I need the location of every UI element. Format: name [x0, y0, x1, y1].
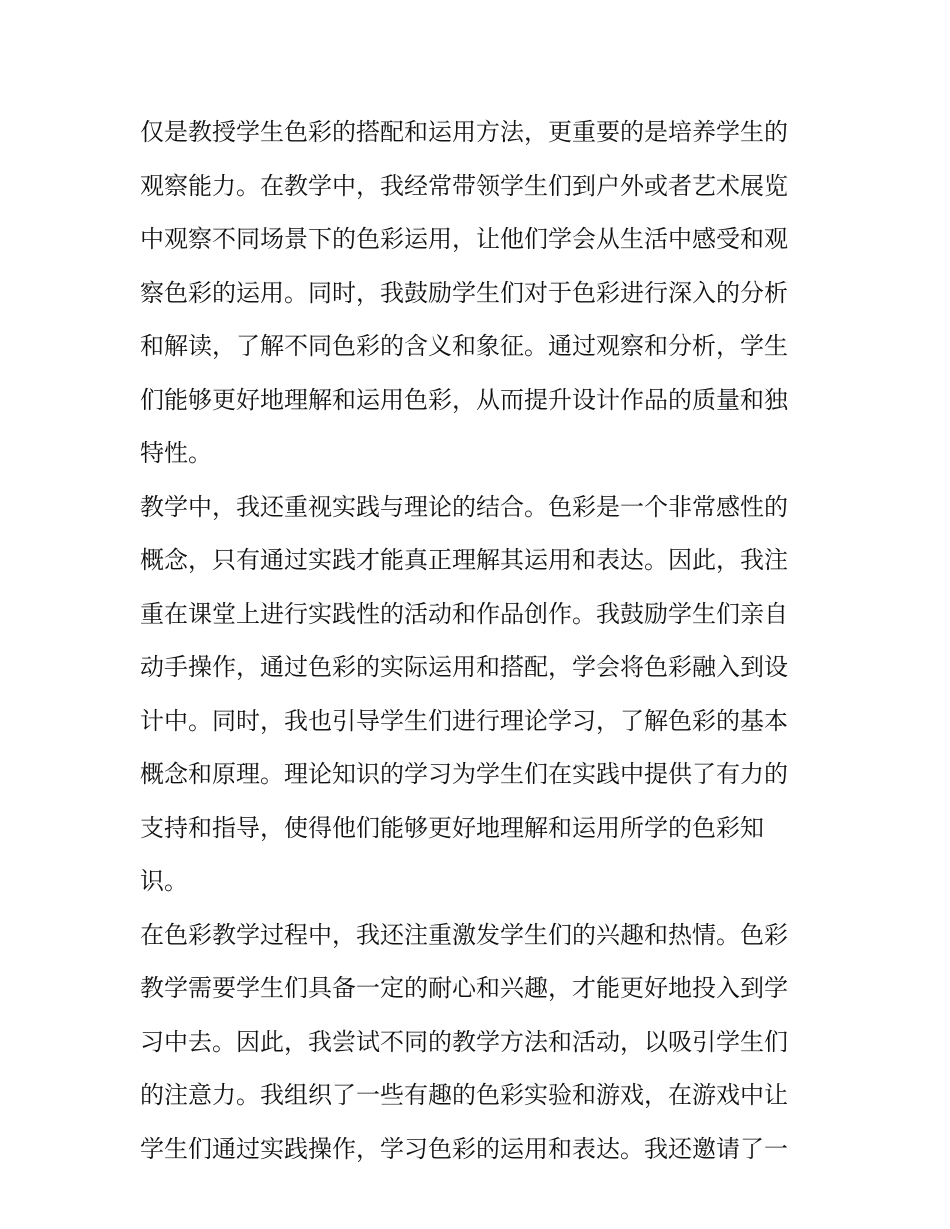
body-text	[140, 106, 820, 1176]
text-line: 计中。同时，我也引导学生们进行理论学习，了解色彩的基本	[140, 706, 788, 735]
text-line: 学生们通过实践操作，学习色彩的运用和表达。我还邀请了一	[140, 1134, 788, 1163]
text-line: 支持和指导，使得他们能够更好地理解和运用所学的色彩知	[140, 813, 764, 842]
text-line: 和解读，了解不同色彩的含义和象征。通过观察和分析，学生	[140, 332, 788, 360]
text-line: 概念，只有通过实践才能真正理解其运用和表达。因此，我注	[140, 546, 788, 574]
text-line: 概念和原理。理论知识的学习为学生们在实践中提供了有力的	[140, 760, 788, 788]
text-line: 特性。	[140, 439, 212, 467]
text-line: 在色彩教学过程中，我还注重激发学生们的兴趣和热情。色彩	[140, 920, 788, 949]
text-line: 们能够更好地理解和运用色彩，从而提升设计作品的质量和独	[140, 385, 788, 414]
text-line: 观察能力。在教学中，我经常带领学生们到户外或者艺术展览	[140, 171, 788, 200]
text-line: 重在课堂上进行实践性的活动和作品创作。我鼓励学生们亲自	[140, 599, 788, 628]
text-line: 教学需要学生们具备一定的耐心和兴趣，才能更好地投入到学	[140, 974, 788, 1002]
text-line: 教学中，我还重视实践与理论的结合。色彩是一个非常感性的	[140, 492, 788, 521]
text-line: 中观察不同场景下的色彩运用，让他们学会从生活中感受和观	[140, 225, 788, 253]
text-line: 习中去。因此，我尝试不同的教学方法和活动，以吸引学生们	[140, 1027, 788, 1056]
text-line: 察色彩的运用。同时，我鼓励学生们对于色彩进行深入的分析	[140, 278, 788, 307]
text-line: 识。	[140, 867, 188, 895]
text-line: 的注意力。我组织了一些有趣的色彩实验和游戏，在游戏中让	[140, 1081, 788, 1109]
text-line: 动手操作，通过色彩的实际运用和搭配，学会将色彩融入到设	[140, 653, 788, 681]
text-line: 仅是教授学生色彩的搭配和运用方法，更重要的是培养学生的	[140, 118, 788, 146]
